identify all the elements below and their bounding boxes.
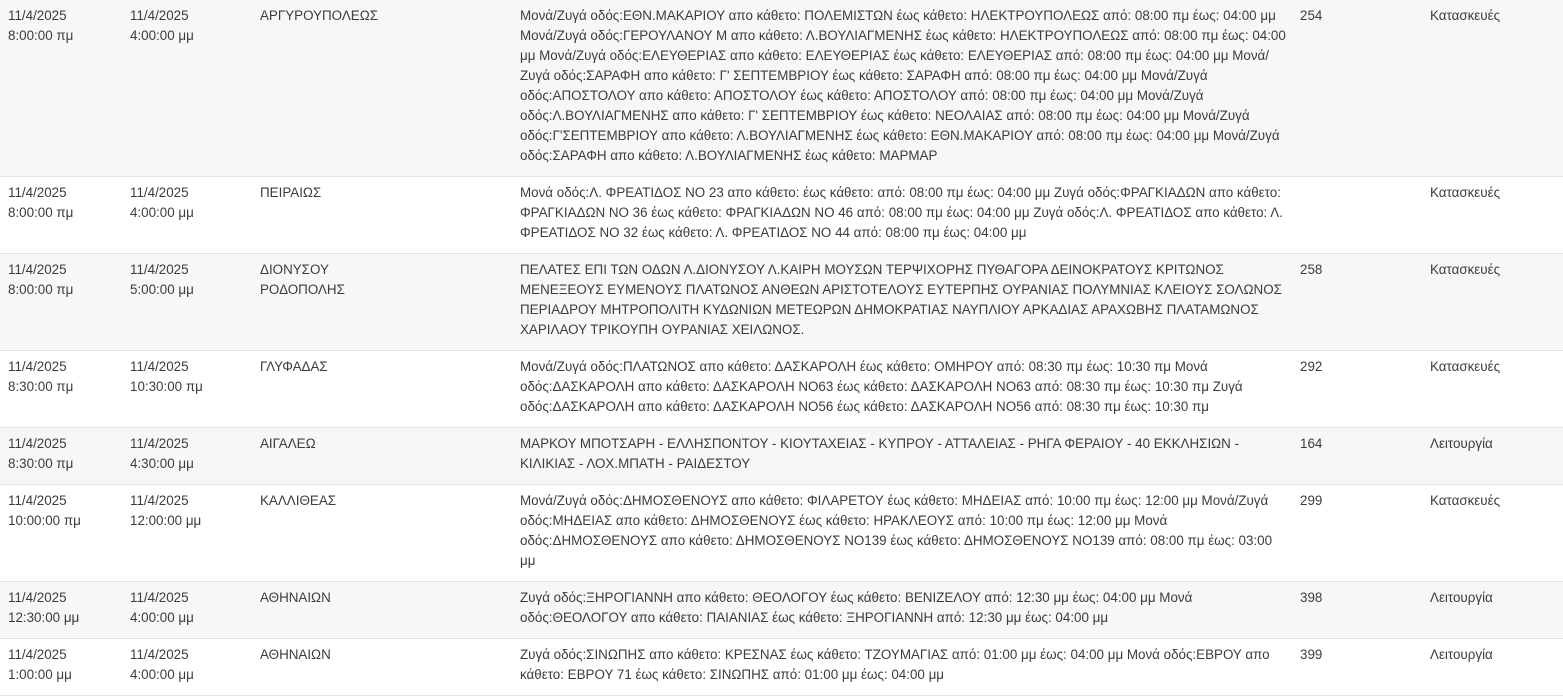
table-row [0,351,1563,428]
table-row [0,177,1563,254]
affected-streets: Ζυγά οδός:ΣΙΝΩΠΗΣ απο κάθετο: ΚΡΕΣΝΑΣ έως κάθετο: ΤΖΟΥΜΑΓΙΑΣ από: 01:00 μμ έως: 04:00 μμ Μονά οδός:ΕΒΡΟΥ απο κάθετο: ΕΒΡΟΥ 71 έως κάθετο: ΣΙΝΩΠΗΣ από: 01:00 μμ έως: 04:00 μμ [520,647,1270,682]
table-row [0,639,1563,696]
outage-number: 292 [1300,359,1323,374]
affected-streets: Μονά/Ζυγά οδός:ΠΛΑΤΩΝΟΣ απο κάθετο: ΔΑΣΚΑΡΟΛΗ έως κάθετο: ΟΜΗΡΟΥ από: 08:30 πμ έως: 10:30 πμ Μονά οδός:ΔΑΣΚΑΡΟΛΗ απο κάθετο: ΔΑΣΚΑΡΟΛΗ ΝΟ63 έως κάθετο: ΔΑΣΚΑΡΟΛΗ ΝΟ63 από: 08:30 πμ έως: 10:30 πμ Ζυγά οδός:ΔΑΣΚΑΡΟΛΗ απο κάθετο: ΔΑΣΚΑΡΟΛΗ ΝΟ56 έως κάθετο: ΔΑΣΚΑΡΟΛΗ ΝΟ56 από: 08:30 πμ έως: 10:30 πμ [520,359,1243,414]
area-name: ΚΑΛΛΙΘΕΑΣ [260,493,337,508]
end-datetime: 11/4/2025 4:00:00 μμ [130,185,194,220]
start-datetime: 11/4/2025 8:30:00 πμ [8,359,74,394]
end-datetime: 11/4/2025 4:30:00 μμ [130,436,194,471]
outage-number: 258 [1300,262,1323,277]
start-datetime: 11/4/2025 8:30:00 πμ [8,436,74,471]
end-datetime: 11/4/2025 4:00:00 μμ [130,647,194,682]
start-datetime: 11/4/2025 8:00:00 πμ [8,8,74,43]
start-datetime: 11/4/2025 8:00:00 πμ [8,262,74,297]
start-datetime: 11/4/2025 12:30:00 μμ [8,590,80,625]
area-name: ΑΘΗΝΑΙΩΝ [260,647,331,662]
area-name: ΑΙΓΑΛΕΩ [260,436,316,451]
end-datetime: 11/4/2025 5:00:00 μμ [130,262,194,297]
outage-type: Κατασκευές [1430,493,1501,508]
affected-streets: Μονά/Ζυγά οδός:ΕΘΝ.ΜΑΚΑΡΙΟΥ απο κάθετο: ΠΟΛΕΜΙΣΤΩΝ έως κάθετο: ΗΛΕΚΤΡΟΥΠΟΛΕΩΣ από: 08:00 πμ έως: 04:00 μμ Μονά/Ζυγά οδός:ΓΕΡΟΥΛΑΝΟΥ Μ απο κάθετο: Λ.ΒΟΥΛΙΑΓΜΕΝΗΣ έως κάθετο: ΗΛΕΚΤΡΟΥΠΟΛΕΩΣ από: 08:00 πμ έως: 04:00 μμ Μονά/Ζυγά οδός:ΕΛΕΥΘΕΡΙΑΣ απο κάθετο: ΕΛΕΥΘΕΡΙΑΣ έως κάθετο: ΕΛΕΥΘΕΡΙΑΣ από: 08:00 πμ έως: 04:00 μμ Μονά/Ζυγά οδός:ΣΑΡΑΦΗ απο κάθετο: Γ' ΣΕΠΤΕΜΒΡΙΟΥ έως κάθετο: ΣΑΡΑΦΗ από: 08:00 πμ έως: 04:00 μμ Μονά/Ζυγά οδός:ΑΠΟΣΤΟΛΟΥ απο κάθετο: ΑΠΟΣΤΟΛΟΥ έως κάθετο: ΑΠΟΣΤΟΛΟΥ από: 08:00 πμ έως: 04:00 μμ Μονά/Ζυγά οδός:Λ.ΒΟΥΛΙΑΓΜΕΝΗΣ απο κάθετο: Γ' ΣΕΠΤΕΜΒΡΙΟΥ έως κάθετο: ΝΕΟΛΑΙΑΣ από: 08:00 πμ έως: 04:00 μμ Μονά/Ζυγά οδός:Γ'ΣΕΠΤΕΜΒΡΙΟΥ απο κάθετο: Λ.ΒΟΥΛΙΑΓΜΕΝΗΣ έως κάθετο: ΕΘΝ.ΜΑΚΑΡΙΟΥ από: 08:00 πμ έως: 04:00 μμ Μονά/Ζυγά οδός:ΣΑΡΑΦΗ απο κάθετο: Λ.ΒΟΥΛΙΑΓΜΕΝΗΣ έως κάθετο: ΜΑΡΜΑΡ [520,8,1286,163]
outage-type: Κατασκευές [1430,359,1501,374]
table-row [0,0,1563,177]
outage-type: Λειτουργία [1430,590,1493,605]
start-datetime: 11/4/2025 10:00:00 πμ [8,493,81,528]
table-row [0,485,1563,582]
outage-number: 398 [1300,590,1323,605]
outage-type: Κατασκευές [1430,262,1501,277]
table-row [0,428,1563,485]
outage-type: Λειτουργία [1430,647,1493,662]
area-name: ΓΛΥΦΑΔΑΣ [260,359,328,374]
area-name: ΑΡΓΥΡΟΥΠΟΛΕΩΣ [260,8,379,23]
affected-streets: Μονά/Ζυγά οδός:ΔΗΜΟΣΘΕΝΟΥΣ απο κάθετο: ΦΙΛΑΡΕΤΟΥ έως κάθετο: ΜΗΔΕΙΑΣ από: 10:00 πμ έως: 12:00 μμ Μονά/Ζυγά οδός:ΜΗΔΕΙΑΣ απο κάθετο: ΔΗΜΟΣΘΕΝΟΥΣ έως κάθετο: ΗΡΑΚΛΕΟΥΣ από: 10:00 πμ έως: 12:00 μμ Μονά οδός:ΔΗΜΟΣΘΕΝΟΥΣ απο κάθετο: ΔΗΜΟΣΘΕΝΟΥΣ ΝΟ139 έως κάθετο: ΔΗΜΟΣΘΕΝΟΥΣ ΝΟ139 από: 08:00 πμ έως: 03:00 μμ [520,493,1273,568]
affected-streets: Μονά οδός:Λ. ΦΡΕΑΤΙΔΟΣ ΝΟ 23 απο κάθετο: έως κάθετο: από: 08:00 πμ έως: 04:00 μμ Ζυγά οδός:ΦΡΑΓΚΙΑΔΩΝ απο κάθετο: ΦΡΑΓΚΙΑΔΩΝ ΝΟ 36 έως κάθετο: ΦΡΑΓΚΙΑΔΩΝ ΝΟ 46 από: 08:00 πμ έως: 04:00 μμ Ζυγά οδός:Λ. ΦΡΕΑΤΙΔΟΣ απο κάθετο: Λ. ΦΡΕΑΤΙΔΟΣ ΝΟ 32 έως κάθετο: Λ. ΦΡΕΑΤΙΔΟΣ ΝΟ 44 από: 08:00 πμ έως: 04:00 μμ [520,185,1283,240]
start-datetime: 11/4/2025 8:00:00 πμ [8,185,74,220]
start-datetime: 11/4/2025 1:00:00 μμ [8,647,72,682]
area-name: ΑΘΗΝΑΙΩΝ [260,590,331,605]
outage-number: 399 [1300,647,1323,662]
area-name: ΔΙΟΝΥΣΟΥ ΡΟΔΟΠΟΛΗΣ [260,262,345,297]
table-row [0,582,1563,639]
affected-streets: ΠΕΛΑΤΕΣ ΕΠΙ ΤΩΝ ΟΔΩΝ Λ.ΔΙΟΝΥΣΟΥ Λ.ΚΑΙΡΗ ΜΟΥΣΩΝ ΤΕΡΨΙΧΟΡΗΣ ΠΥΘΑΓΟΡΑ ΔΕΙΝΟΚΡΑΤΟΥΣ ΚΡΙΤΩΝΟΣ ΜΕΝΕΞΕΟΥΣ ΕΥΜΕΝΟΥΣ ΠΛΑΤΩΝΟΣ ΑΝΘΕΩΝ ΑΡΙΣΤΟΤΕΛΟΥΣ ΕΥΤΕΡΠΗΣ ΟΥΡΑΝΙΑΣ ΠΟΛΥΜΝΙΑΣ ΚΛΕΙΟΥΣ ΣΟΛΩΝΟΣ ΠΕΡΙΑΔΡΟΥ ΜΗΤΡΟΠΟΛΙΤΗ ΚΥΔΩΝΙΩΝ ΜΕΤΕΩΡΩΝ ΔΗΜΟΚΡΑΤΙΑΣ ΝΑΥΠΛΙΟΥ ΑΡΚΑΔΙΑΣ ΑΡΑΧΩΒΗΣ ΠΛΑΤΑΜΩΝΟΣ ΧΑΡΙΛΑΟΥ ΤΡΙΚΟΥΠΗ ΟΥΡΑΝΙΑΣ ΧΕΙΛΩΝΟΣ. [520,262,1282,337]
affected-streets: Ζυγά οδός:ΞΗΡΟΓΙΑΝΝΗ απο κάθετο: ΘΕΟΛΟΓΟΥ έως κάθετο: ΒΕΝΙΖΕΛΟΥ από: 12:30 μμ έως: 04:00 μμ Μονά οδός:ΘΕΟΛΟΓΟΥ απο κάθετο: ΠΑΙΑΝΙΑΣ έως κάθετο: ΞΗΡΟΓΙΑΝΝΗ από: 12:30 μμ έως: 04:00 μμ [520,590,1193,625]
outage-number: 254 [1300,8,1323,23]
outage-type: Κατασκευές [1430,8,1501,23]
outage-number: 164 [1300,436,1323,451]
area-name: ΠΕΙΡΑΙΩΣ [260,185,322,200]
outage-number: 299 [1300,493,1323,508]
outage-type: Κατασκευές [1430,185,1501,200]
table-row [0,254,1563,351]
outage-type: Λειτουργία [1430,436,1493,451]
end-datetime: 11/4/2025 4:00:00 μμ [130,590,194,625]
end-datetime: 11/4/2025 4:00:00 μμ [130,8,194,43]
affected-streets: ΜΑΡΚΟΥ ΜΠΟΤΣΑΡΗ - ΕΛΛΗΣΠΟΝΤΟΥ - ΚΙΟΥΤΑΧΕΙΑΣ - ΚΥΠΡΟΥ - ΑΤΤΑΛΕΙΑΣ - ΡΗΓΑ ΦΕΡΑΙΟΥ - 40 ΕΚΚΛΗΣΙΩΝ - ΚΙΛΙΚΙΑΣ - ΛΟΧ.ΜΠΑΤΗ - ΡΑΙΔΕΣΤΟΥ [520,436,1240,471]
end-datetime: 11/4/2025 12:00:00 μμ [130,493,202,528]
end-datetime: 11/4/2025 10:30:00 πμ [130,359,203,394]
